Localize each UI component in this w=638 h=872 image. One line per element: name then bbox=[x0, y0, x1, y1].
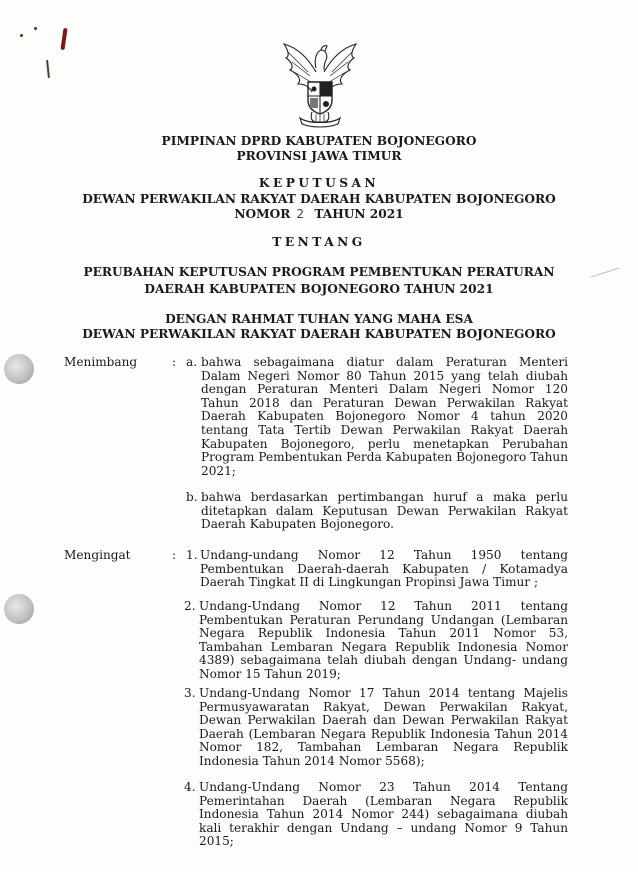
number-value: 2 bbox=[296, 207, 305, 221]
mengingat-colon: : bbox=[172, 548, 177, 562]
garuda-emblem-icon bbox=[272, 38, 368, 128]
province-title: PROVINSI JAWA TIMUR bbox=[236, 149, 402, 163]
issuing-body: DEWAN PERWAKILAN RAKYAT DAERAH KABUPATEN BOJONEGORO bbox=[82, 192, 556, 206]
about-heading: TENTANG bbox=[272, 235, 366, 249]
decree-number-line bbox=[0, 207, 638, 222]
list-item bbox=[184, 600, 568, 682]
item-marker: a. bbox=[186, 355, 198, 369]
number-label: NOMOR bbox=[234, 207, 291, 221]
document-type: KEPUTUSAN bbox=[258, 176, 380, 190]
punch-hole bbox=[4, 354, 34, 384]
item-text: Undang-Undang Nomor 17 Tahun 2014 tentang Majelis Permusyawaratan Rakyat, Dewan Perwakilan Rakyat, Dewan Perwakilan Daerah dan Dewan Perwakilan Rakyat Daerah (Lembaran Negara Republik Indonesia Tahun 2014 Nomor 182, Tambahan Lembaran Negara Republik Indonesia Tahun 2014 Nomor 5568); bbox=[199, 686, 568, 768]
menimbang-colon: : bbox=[172, 355, 177, 369]
issuer-title: PIMPINAN DPRD KABUPATEN BOJONEGORO bbox=[161, 134, 477, 148]
list-item bbox=[186, 549, 568, 597]
item-marker: b. bbox=[186, 490, 198, 504]
blessing-line-2: DEWAN PERWAKILAN RAKYAT DAERAH KABUPATEN BOJONEGORO bbox=[82, 327, 556, 341]
subject-line-2: DAERAH KABUPATEN BOJONEGORO TAHUN 2021 bbox=[144, 282, 494, 296]
mengingat-label: Mengingat bbox=[64, 548, 131, 562]
punch-hole bbox=[4, 594, 34, 624]
ink-stain bbox=[60, 28, 67, 50]
item-text: bahwa berdasarkan pertimbangan huruf a maka perlu ditetapkan dalam Keputusan Dewan Perwakilan Rakyat Daerah Kabupaten Bojonegoro. bbox=[201, 490, 568, 532]
item-text: Undang-undang Nomor 12 Tahun 1950 tentang Pembentukan Daerah-daerah Kabupaten / Kotamadya Daerah Tingkat II di Lingkungan Propinsi Jawa Timur ; bbox=[200, 548, 568, 590]
list-item bbox=[184, 781, 568, 863]
subject-line-1: PERUBAHAN KEPUTUSAN PROGRAM PEMBENTUKAN PERATURAN bbox=[83, 265, 555, 279]
ink-dot bbox=[20, 34, 23, 37]
list-item bbox=[186, 356, 568, 484]
item-text: Undang-Undang Nomor 12 Tahun 2011 tentang Pembentukan Peraturan Perundang Undangan (Lembaran Negara Republik Indonesia Tahun 2011 Nomor 53, Tambahan Lembaran Negara Republik Indonesia Nomor 4389) sebagaimana telah diubah dengan Undang- undang Nomor 15 Tahun 2019; bbox=[199, 599, 568, 681]
list-item bbox=[184, 687, 568, 783]
blessing-line-1: DENGAN RAHMAT TUHAN YANG MAHA ESA bbox=[165, 312, 473, 326]
year-label: TAHUN 2021 bbox=[314, 207, 404, 221]
item-marker: 2. bbox=[184, 599, 196, 613]
item-marker: 3. bbox=[184, 686, 196, 700]
item-marker: 4. bbox=[184, 780, 196, 794]
item-text: Undang-Undang Nomor 23 Tahun 2014 Tentang Pemerintahan Daerah (Lembaran Negara Republik Indonesia Tahun 2014 Nomor 244) sebagaimana diubah kali terakhir dengan Undang – undang Nomor 9 Tahun 2015; bbox=[199, 780, 568, 849]
menimbang-label: Menimbang bbox=[64, 355, 138, 369]
ink-stain bbox=[46, 60, 50, 78]
item-text: bahwa sebagaimana diatur dalam Peraturan Menteri Dalam Negeri Nomor 80 Tahun 2015 yang telah diubah dengan Peraturan Menteri Dalam Negeri Nomor 120 Tahun 2018 dan Peraturan Dewan Perwakilan Rakyat Daerah Kabupaten Bojonegoro Nomor 4 tahun 2020 tentang Tata Tertib Dewan Perwakilan Rakyat Daerah Kabupaten Bojonegoro, perlu menetapkan Perubahan Program Pembentukan Perda Kabupaten Bojonegoro Tahun 2021; bbox=[201, 355, 568, 478]
list-item bbox=[186, 491, 568, 539]
ink-dot bbox=[34, 27, 37, 30]
item-marker: 1. bbox=[186, 548, 198, 562]
